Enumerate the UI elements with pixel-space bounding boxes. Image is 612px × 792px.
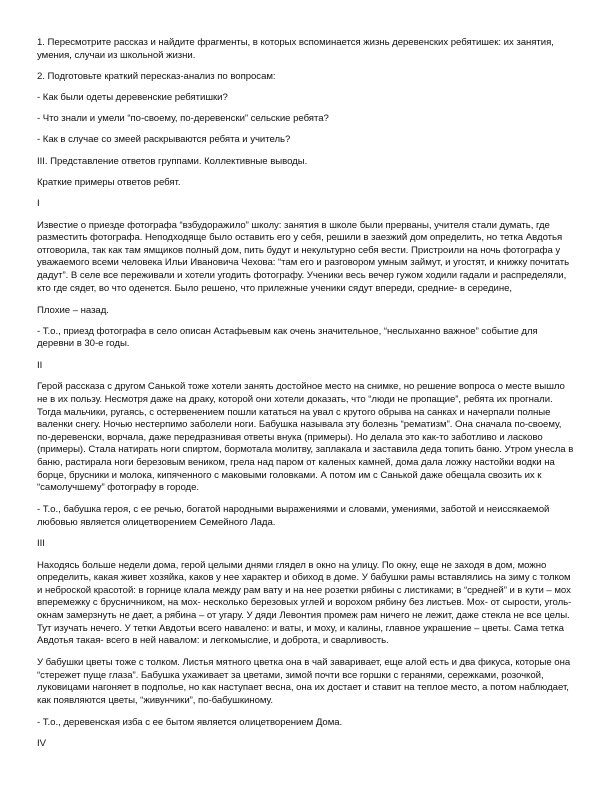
document-paragraph: - Как были одеты деревенские ребятишки?: [37, 91, 228, 103]
document-paragraph: Известие о приезде фотографа “взбудоражило” школу: занятия в школе были прерваны, учителя стали думать, где разместить фотографа. Неподходяще было оставить его у себя, решили в заезжий дом определить, но тетка Авдотья отговорила, так как там ямщиков полный дом, пить будут и некультурно себя вести. Пристроили на ночь фотографа у уважаемого всеми человека Ильи Ивановича Чехова: “там его и разговором умным займут, и угостят, и книжку почитать дадут”. В селе все переживали и хотели угодить фотографу. Ученики весь вечер гужом ходили гадали и распределяли, кто где сядет, во что оденется. Было решено, что прилежные ученики сядут впереди, средние- в середине,: [37, 219, 570, 294]
document-paragraph: - Т.о., бабушка героя, с ее речью, богатой народными выражениями и словами, умениями, заботой и неиссякаемой любовью является олицетворением Семейного Лада.: [37, 504, 550, 528]
document-paragraph: 2. Подготовьте краткий пересказ-анализ по вопросам:: [37, 70, 276, 82]
document-paragraph: Плохие – назад.: [37, 304, 109, 316]
section-numeral: I: [37, 197, 40, 209]
section-numeral: II: [37, 359, 43, 371]
document-paragraph: III. Представление ответов группами. Коллективные выводы.: [37, 155, 308, 167]
document-paragraph: - Т.о., деревенская изба с ее бытом является олицетворением Дома.: [37, 717, 343, 728]
document-paragraph: - Как в случае со змеей раскрываются ребята и учитель?: [37, 134, 291, 146]
document-paragraph: Находясь больше недели дома, герой целыми днями глядел в окно на улицу. По окну, еще не заходя в дом, можно определить, какая живет хозяйка, каков у нее характер и обиход в доме. У бабушки рамы вставлялись на зиму с толком и неброской красотой: в горнице клала между рам вату и на нее розетки рябины с листиками; в “средней” и в кути – мох вперемежку с брусничником, на мох- несколько березовых углей и ворохом рябину без листьев. Мох- от сырости, уголь- окнам замерзнуть не дает, а рябина – от угару. У дяди Левонтия промеж рам ничего не лежит, даже стекла не все целы. Тут изучать нечего. У тетки Авдотьи всего навалено: и ваты, и моху, и калины, главное украшение – цветы. Сама тетка Авдотья такая- всего в ней навалом: и легкомыслие, и доброта, и сварливость.: [37, 559, 572, 647]
document-paragraph: Краткие примеры ответов ребят.: [37, 176, 181, 188]
document-paragraph: У бабушки цветы тоже с толком. Листья мятного цветка она в чай заваривает, еще алой есть и два фикуса, которые она “стережет пуще глаза”. Бабушка ухаживает за цветами, зимой почти все горшки с геранями, сережками, розочкой, луковицами нагоняет в подполье, но как наступает весна, она их достает и ставит на теплое место, а потом наблюдает, как появляются цветы, “живунчики”, по-бабушкиному.: [37, 657, 571, 707]
document-paragraph: 1. Пересмотрите рассказ и найдите фрагменты, в которых вспоминается жизнь деревенских ребятишек: их занятия, умения, случаи из школьной жизни.: [37, 37, 554, 61]
document-paragraph: Герой рассказа с другом Санькой тоже хотели занять достойное место на снимке, но решение вопроса о месте вышло не в их пользу. Несмотря даже на драку, которой они хотели доказать, что “люди не пропащие”, ребята их прогнали. Тогда мальчики, ругаясь, с остервенением пошли кататься на увал с крутого обрыва на санках и начерпали полные валенки снегу. Ночью нестерпимо заболели ноги. Бабушка называла эту болезнь “рематизм”. Она сначала по-своему, по-деревенски, ворчала, даже передразнивая ответы внука (примеры). Но делала это как-то заботливо и ласково (примеры). Стала натирать ноги спиртом, бормотала молитву, заплакала и заставила деда топить баню. Утром унесла в баню, растирала ноги березовым веником, грела над паром от каленых камней, дома дала ложку настойки водки на борце, брусники и молока, кипяченного с маковыми головками. А потом им с Санькой даже обещала свозить их к “самолучшему” фотографу в городе.: [37, 381, 574, 494]
section-numeral: III: [37, 537, 45, 549]
section-numeral: IV: [37, 738, 46, 750]
document-paragraph: - Т.о., приезд фотографа в село описан Астафьевым как очень значительное, “неслыханно важное” событие для деревни в 30-е годы.: [37, 325, 538, 350]
document-paragraph: - Что знали и умели “по-своему, по-деревенски” сельские ребята?: [37, 113, 329, 125]
